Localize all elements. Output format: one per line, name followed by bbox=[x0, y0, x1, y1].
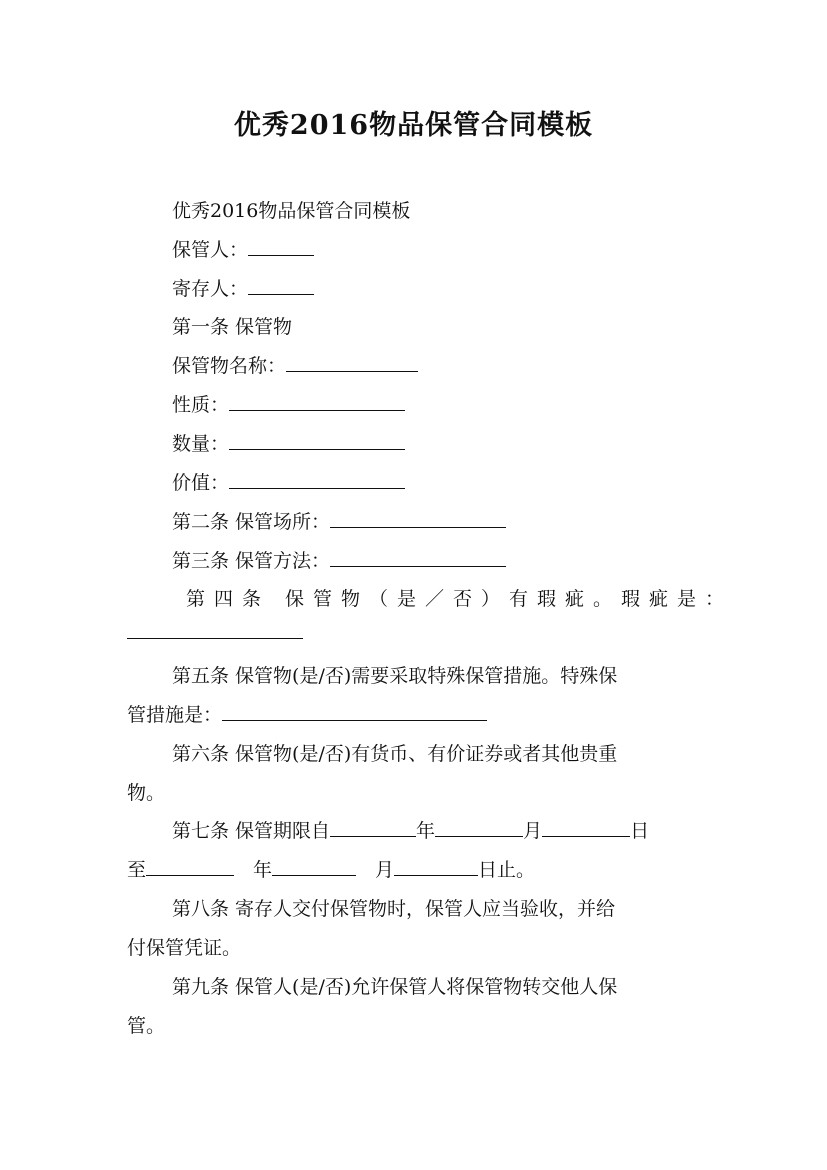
to-label: 至 bbox=[127, 859, 147, 881]
article-3-label: 第三条 保管方法： bbox=[172, 550, 331, 572]
article-1-heading: 第一条 保管物 bbox=[172, 316, 293, 338]
article-8-text: 第八条 寄存人交付保管物时，保管人应当验收，并给 bbox=[172, 898, 616, 920]
quantity-line bbox=[172, 429, 405, 459]
keeper-line bbox=[172, 235, 314, 265]
document-title: 优秀2016物品保管合同模板 bbox=[233, 110, 594, 141]
defect-blank[interactable] bbox=[127, 618, 303, 639]
quantity-blank[interactable] bbox=[229, 429, 405, 450]
month-label-2: 月 bbox=[375, 859, 395, 881]
nature-line bbox=[172, 390, 405, 420]
quantity-label: 数量： bbox=[172, 433, 230, 455]
contract-heading: 优秀2016物品保管合同模板 bbox=[172, 200, 411, 222]
special-measures-blank[interactable] bbox=[222, 700, 487, 721]
article-5-text: 第五条 保管物(是/否)需要采取特殊保管措施。特殊保 bbox=[172, 665, 618, 687]
end-label: 日止。 bbox=[478, 859, 536, 881]
storage-method-blank[interactable] bbox=[330, 546, 506, 567]
end-year-blank[interactable] bbox=[146, 855, 234, 876]
article-6-text: 第六条 保管物(是/否)有货币、有价证券或者其他贵重 bbox=[172, 743, 618, 765]
depositor-blank[interactable] bbox=[248, 274, 314, 295]
month-label: 月 bbox=[523, 820, 543, 842]
item-name-label: 保管物名称： bbox=[172, 355, 287, 377]
storage-place-blank[interactable] bbox=[330, 507, 506, 528]
depositor-line bbox=[172, 274, 314, 304]
year-label-2: 年 bbox=[253, 859, 273, 881]
keeper-blank[interactable] bbox=[248, 235, 314, 256]
year-label: 年 bbox=[416, 820, 436, 842]
start-day-blank[interactable] bbox=[542, 816, 630, 837]
article-7-line bbox=[172, 816, 649, 846]
keeper-label: 保管人： bbox=[172, 239, 249, 261]
article-5-label-2: 管措施是： bbox=[127, 704, 223, 726]
item-name-blank[interactable] bbox=[286, 351, 418, 372]
nature-label: 性质： bbox=[172, 394, 230, 416]
day-label: 日 bbox=[630, 820, 650, 842]
article-7-label: 第七条 保管期限自 bbox=[172, 820, 331, 842]
start-year-blank[interactable] bbox=[330, 816, 416, 837]
article-9-text: 第九条 保管人(是/否)允许保管人将保管物转交他人保 bbox=[172, 976, 618, 998]
end-month-blank[interactable] bbox=[272, 855, 356, 876]
article-7-continuation bbox=[127, 855, 535, 885]
article-5-continuation bbox=[127, 700, 487, 730]
article-6-continuation: 物。 bbox=[127, 782, 166, 804]
article-4-text: 第四条 保管物（是／否）有瑕疵。瑕疵是： bbox=[186, 588, 734, 610]
item-name-line bbox=[172, 351, 418, 381]
nature-blank[interactable] bbox=[229, 390, 405, 411]
value-line bbox=[172, 468, 405, 498]
article-3-line bbox=[172, 546, 506, 576]
value-label: 价值： bbox=[172, 472, 230, 494]
depositor-label: 寄存人： bbox=[172, 278, 249, 300]
value-blank[interactable] bbox=[229, 468, 405, 489]
article-2-label: 第二条 保管场所： bbox=[172, 511, 331, 533]
article-2-line bbox=[172, 507, 506, 537]
article-8-continuation: 付保管凭证。 bbox=[127, 937, 242, 959]
article-4-continuation bbox=[127, 618, 303, 648]
article-9-continuation: 管。 bbox=[127, 1015, 166, 1037]
end-day-blank[interactable] bbox=[394, 855, 478, 876]
start-month-blank[interactable] bbox=[435, 816, 523, 837]
